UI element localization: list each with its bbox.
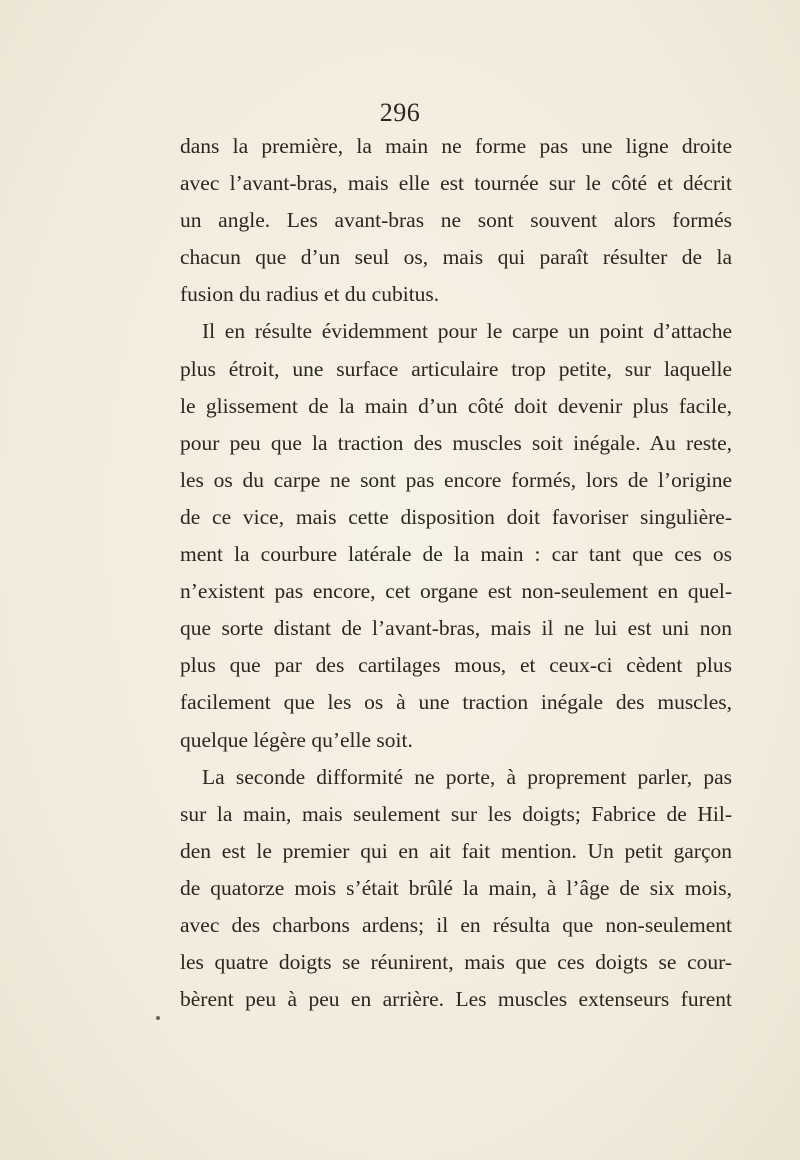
paper-speck <box>156 1016 160 1020</box>
text-line: n’existent pas encore, cet organe est non-seulement en quel- <box>180 579 732 604</box>
text-line: le glissement de la main d’un côté doit devenir plus facile, <box>180 393 732 418</box>
text-line: chacun que d’un seul os, mais qui paraît résulter de la <box>180 245 732 270</box>
text-line: facilement que les os à une traction inégale des muscles, <box>180 690 732 715</box>
text-line: quelque légère qu’elle soit. <box>180 727 413 752</box>
text-line: de quatorze mois s’était brûlé la main, à l’âge de six mois, <box>180 875 732 900</box>
text-line: bèrent peu à peu en arrière. Les muscles extenseurs furent <box>180 987 732 1012</box>
body-text <box>180 128 732 1018</box>
text-line: un angle. Les avant-bras ne sont souvent alors formés <box>180 208 732 233</box>
text-line: les os du carpe ne sont pas encore formés, lors de l’origine <box>180 467 732 492</box>
text-line: dans la première, la main ne forme pas une ligne droite <box>180 134 732 158</box>
text-line: plus étroit, une surface articulaire trop petite, sur laquelle <box>180 356 732 381</box>
text-line: den est le premier qui en ait fait mention. Un petit garçon <box>180 838 732 863</box>
text-line: que sorte distant de l’avant-bras, mais il ne lui est uni non <box>180 616 732 641</box>
text-line: Il en résulte évidemment pour le carpe un point d’attache <box>202 319 732 344</box>
text-line: avec des charbons ardens; il en résulta que non-seulement <box>180 912 732 937</box>
page-number: 296 <box>379 98 421 127</box>
text-line: ment la courbure latérale de la main : car tant que ces os <box>180 542 732 567</box>
text-line: les quatre doigts se réunirent, mais que ces doigts se cour- <box>180 950 732 975</box>
text-line: plus que par des cartilages mous, et ceux-ci cèdent plus <box>180 653 732 678</box>
text-line: de ce vice, mais cette disposition doit favoriser singulière- <box>180 504 732 529</box>
text-line: fusion du radius et du cubitus. <box>180 282 440 307</box>
text-line: pour peu que la traction des muscles soit inégale. Au reste, <box>180 430 732 455</box>
text-line: avec l’avant-bras, mais elle est tournée sur le côté et décrit <box>180 171 732 196</box>
text-line: sur la main, mais seulement sur les doigts; Fabrice de Hil- <box>180 801 732 826</box>
text-line: La seconde difformité ne porte, à proprement parler, pas <box>202 764 732 789</box>
